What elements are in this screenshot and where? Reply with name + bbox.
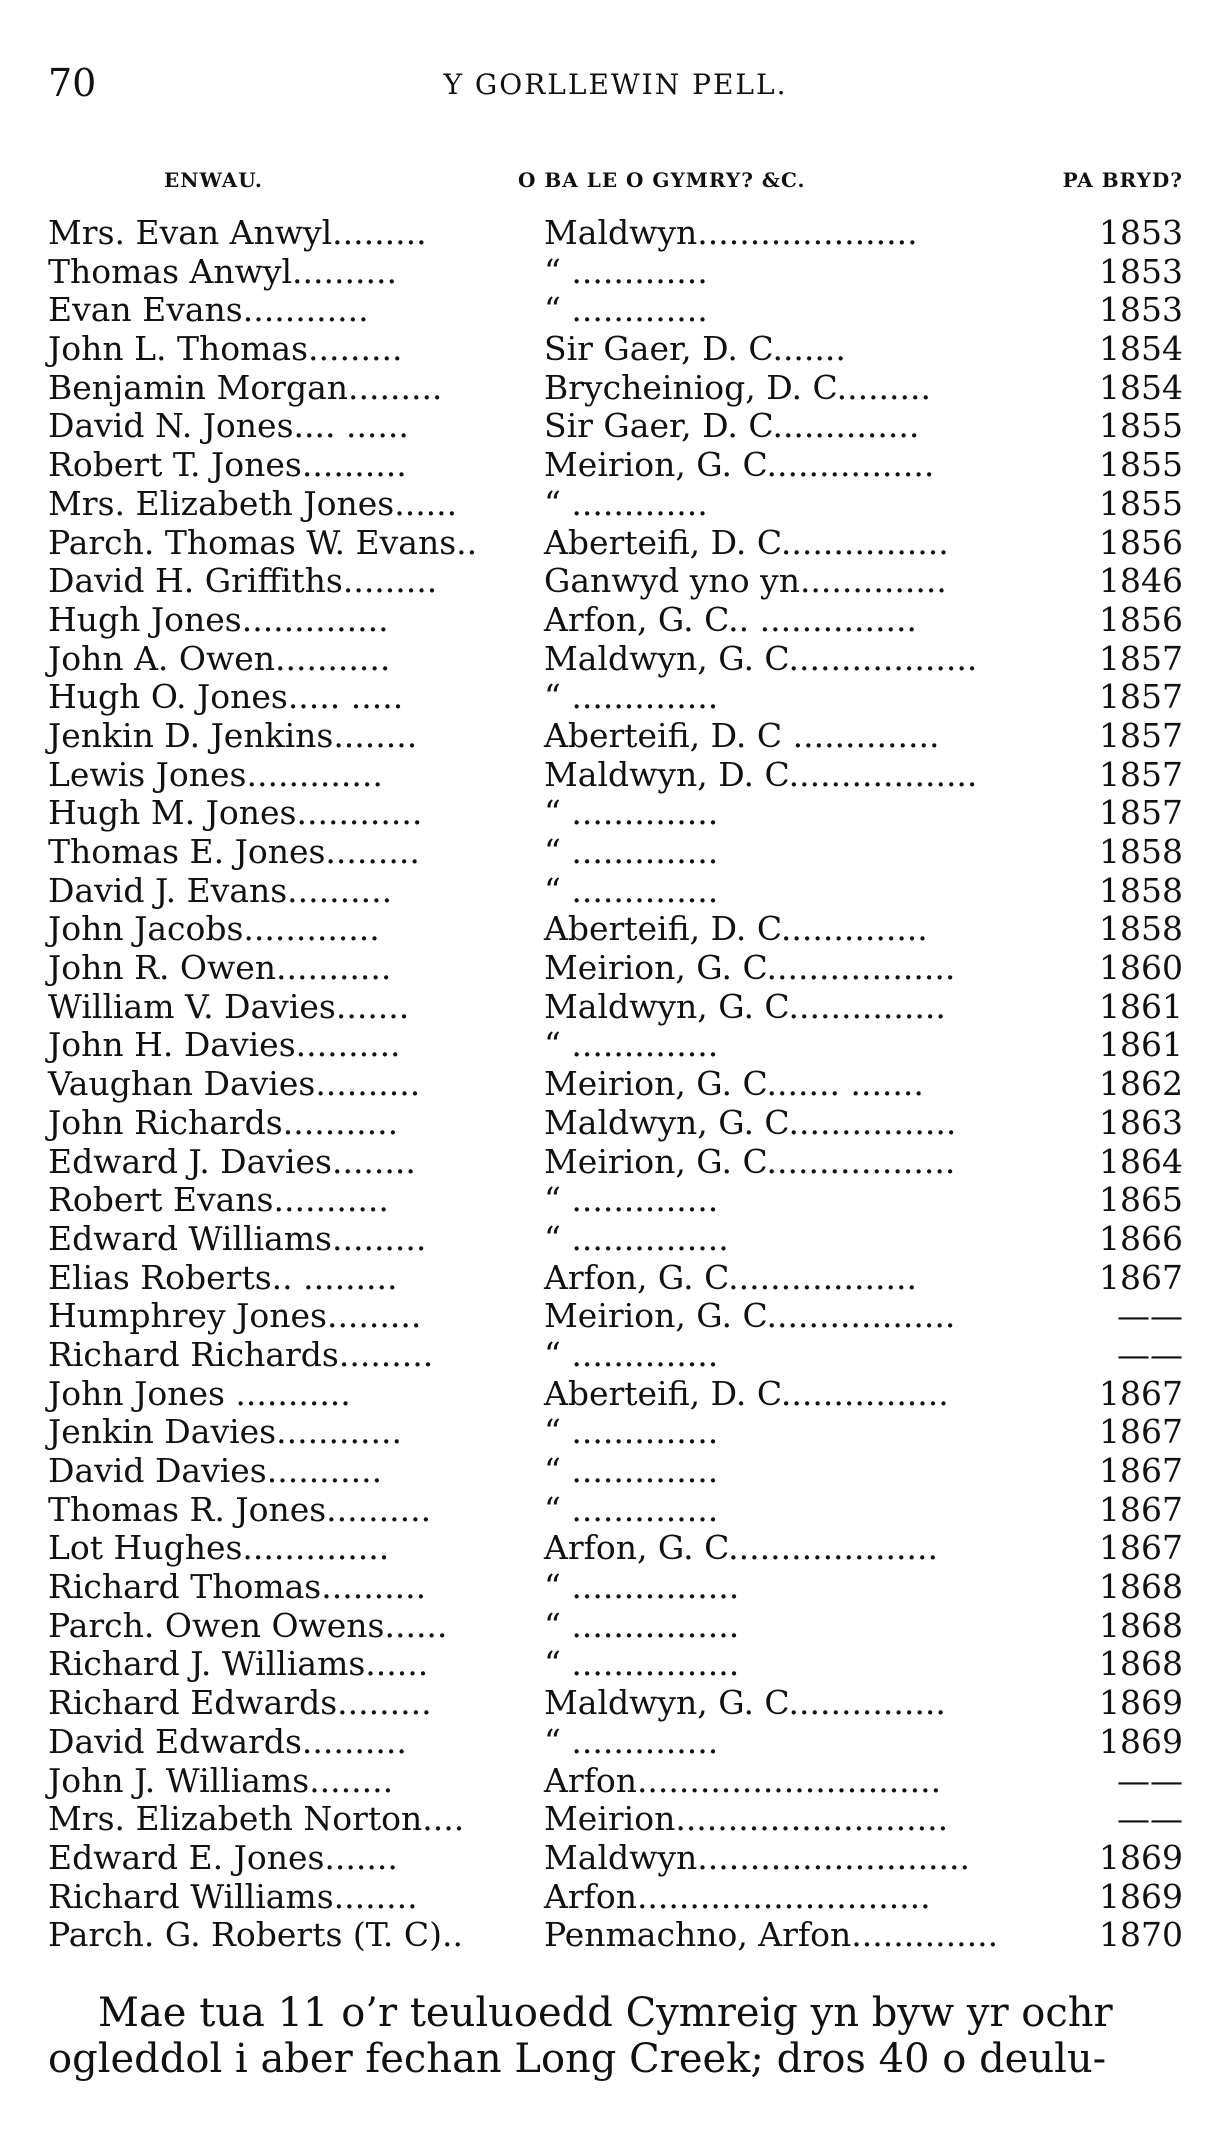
list-item (48, 1181, 1183, 1220)
list-item (48, 1259, 1183, 1298)
entry-origin: Maldwyn, G. C.................. (544, 638, 978, 678)
entry-year: 1867 (1099, 1412, 1183, 1452)
entry-name: Parch. Thomas W. Evans.. (48, 522, 478, 562)
entry-year: —— (1117, 1799, 1183, 1839)
entry-name: Lewis Jones............. (48, 754, 383, 794)
list-item (48, 1336, 1183, 1375)
entry-year: 1868 (1099, 1567, 1183, 1607)
list-item (48, 1491, 1183, 1530)
list-item (48, 214, 1183, 253)
entry-year: —— (1117, 1760, 1183, 1800)
entry-name: Humphrey Jones......... (48, 1296, 422, 1336)
entry-origin: Ganwyd yno yn.............. (544, 561, 947, 601)
entry-name: Hugh Jones.............. (48, 599, 389, 639)
entry-origin: Sir Gaer, D. C.............. (544, 406, 920, 446)
entry-origin: “ .............. (544, 677, 719, 717)
entry-name: Benjamin Morgan......... (48, 367, 443, 407)
entry-name: Mrs. Elizabeth Jones...... (48, 483, 458, 523)
entry-origin: “ .............. (544, 1451, 719, 1490)
entry-year: 1853 (1099, 290, 1183, 330)
entry-origin: “ .............. (544, 793, 719, 833)
entry-name: David H. Griffiths......... (48, 561, 438, 601)
list-item (48, 601, 1183, 640)
entry-year: 1855 (1099, 445, 1183, 485)
column-header-names: ENWAU. (164, 168, 263, 192)
entry-name: Richard Richards......... (48, 1334, 434, 1374)
paragraph-line: Mae tua 11 o’r teuluoedd Cymreig yn byw yr ochr (98, 1990, 1113, 2036)
list-item (48, 1375, 1183, 1414)
entry-year: 1846 (1099, 561, 1183, 601)
entry-origin: Sir Gaer, D. C....... (544, 329, 846, 369)
entry-name: David Edwards.......... (48, 1721, 407, 1761)
list-item (48, 369, 1183, 408)
entry-year: 1863 (1099, 1102, 1183, 1142)
entry-origin: Meirion, G. C.................. (544, 1141, 956, 1181)
entry-year: 1870 (1099, 1915, 1183, 1955)
entry-origin: “ .............. (544, 832, 719, 871)
entry-origin: “ .............. (544, 1334, 719, 1374)
entry-name: Edward J. Davies........ (48, 1141, 416, 1181)
entry-name: Lot Hughes.............. (48, 1528, 390, 1568)
entry-year: 1866 (1099, 1218, 1183, 1258)
entry-name: Richard Edwards......... (48, 1683, 432, 1723)
settler-list (48, 214, 1183, 1955)
entry-year: 1858 (1099, 909, 1183, 949)
entry-year: 1865 (1099, 1180, 1183, 1220)
entry-year: 1855 (1099, 483, 1183, 523)
entry-year: 1856 (1099, 522, 1183, 562)
entry-origin: “ .............. (544, 1412, 719, 1452)
entry-name: Thomas Anwyl.......... (48, 251, 397, 291)
list-item (48, 1684, 1183, 1723)
entry-year: 1869 (1099, 1837, 1183, 1877)
entry-year: 1856 (1099, 599, 1183, 639)
entry-origin: “ .............. (544, 870, 719, 910)
list-item (48, 1143, 1183, 1182)
list-item (48, 1452, 1183, 1491)
list-item (48, 872, 1183, 911)
list-item (48, 253, 1183, 292)
entry-year: 1857 (1099, 638, 1183, 678)
entry-name: William V. Davies....... (48, 986, 410, 1026)
list-item (48, 1723, 1183, 1762)
list-item (48, 524, 1183, 563)
page-header (48, 58, 1183, 108)
entry-year: 1862 (1099, 1064, 1183, 1104)
entry-name: Thomas R. Jones.......... (48, 1489, 432, 1529)
entry-year: 1858 (1099, 870, 1183, 910)
entry-origin: Aberteifi, D. C................ (544, 522, 949, 562)
entry-origin: Aberteifi, D. C .............. (544, 715, 940, 755)
entry-name: Jenkin Davies............ (48, 1412, 402, 1452)
entry-name: Richard Thomas.......... (48, 1567, 427, 1607)
entry-year: —— (1117, 1296, 1183, 1336)
running-title: Y GORLLEWIN PELL. (443, 68, 788, 101)
entry-name: John J. Williams........ (48, 1760, 394, 1800)
list-item (48, 1529, 1183, 1568)
entry-origin: Arfon, G. C.................. (544, 1257, 917, 1297)
entry-year: 1857 (1099, 754, 1183, 794)
entry-name: Hugh M. Jones............ (48, 793, 423, 833)
entry-year: 1869 (1099, 1683, 1183, 1723)
entry-name: Robert T. Jones.......... (48, 445, 407, 485)
entry-origin: Brycheiniog, D. C......... (544, 367, 932, 407)
list-item (48, 1878, 1183, 1917)
entry-year: 1860 (1099, 948, 1183, 988)
list-item (48, 1065, 1183, 1104)
entry-origin: Meirion, G. C....... ....... (544, 1064, 924, 1104)
entry-name: David J. Evans.......... (48, 870, 393, 910)
entry-year: 1869 (1099, 1876, 1183, 1916)
entry-name: David N. Jones.... ...... (48, 406, 409, 446)
entry-origin: Meirion.......................... (544, 1799, 949, 1839)
list-item (48, 1800, 1183, 1839)
entry-name: Mrs. Elizabeth Norton.... (48, 1799, 465, 1839)
list-item (48, 330, 1183, 369)
entry-year: 1861 (1099, 986, 1183, 1026)
entry-name: Thomas E. Jones......... (48, 832, 420, 871)
entry-origin: Maldwyn..................... (544, 213, 918, 252)
entry-origin: Arfon............................ (544, 1876, 931, 1916)
entry-origin: “ .............. (544, 1025, 719, 1065)
entry-origin: Aberteifi, D. C................ (544, 1373, 949, 1413)
list-item (48, 988, 1183, 1027)
entry-origin: “ ............. (544, 290, 708, 330)
entry-name: Evan Evans............ (48, 290, 369, 330)
entry-year: 1867 (1099, 1528, 1183, 1568)
entry-name: Robert Evans........... (48, 1180, 389, 1220)
entry-origin: Maldwyn, D. C.................. (544, 754, 978, 794)
entry-name: Parch. Owen Owens...... (48, 1605, 448, 1645)
entry-origin: Maldwyn.......................... (544, 1837, 971, 1877)
entry-origin: “ ................ (544, 1605, 740, 1645)
entry-origin: Arfon, G. C.. ............... (544, 599, 917, 639)
entry-origin: Maldwyn, G. C............... (544, 986, 946, 1026)
paragraph-line: ogleddol i aber fechan Long Creek; dros 40 o deulu- (48, 2036, 1107, 2082)
entry-origin: “ .............. (544, 1180, 719, 1220)
entry-origin: “ .............. (544, 1721, 719, 1761)
entry-year: 1854 (1099, 367, 1183, 407)
entry-name: Edward Williams......... (48, 1218, 427, 1258)
list-item (48, 756, 1183, 795)
entry-name: Elias Roberts.. ......... (48, 1257, 398, 1297)
entry-name: John Jones ........... (48, 1373, 351, 1413)
list-item (48, 1762, 1183, 1801)
list-item (48, 1645, 1183, 1684)
entry-name: John L. Thomas......... (48, 329, 403, 369)
list-item (48, 833, 1183, 872)
entry-origin: Maldwyn, G. C............... (544, 1683, 946, 1723)
entry-year: 1867 (1099, 1257, 1183, 1297)
entry-year: 1854 (1099, 329, 1183, 369)
list-item (48, 794, 1183, 833)
entry-name: Jenkin D. Jenkins........ (48, 715, 418, 755)
entry-year: 1857 (1099, 793, 1183, 833)
list-item (48, 1104, 1183, 1143)
list-item (48, 291, 1183, 330)
entry-origin: Maldwyn, G. C................ (544, 1102, 957, 1142)
column-header-year: PA BRYD? (1062, 168, 1183, 192)
entry-origin: Meirion, G. C................ (544, 445, 935, 485)
body-paragraph (48, 1990, 1183, 2082)
list-item (48, 562, 1183, 601)
entry-name: Parch. G. Roberts (T. C).. (48, 1915, 463, 1955)
entry-name: John R. Owen........... (48, 948, 392, 988)
entry-year: 1868 (1099, 1605, 1183, 1645)
list-item (48, 1026, 1183, 1065)
entry-origin: “ ............. (544, 483, 708, 523)
entry-name: John Richards........... (48, 1102, 399, 1142)
entry-year: 1864 (1099, 1141, 1183, 1181)
entry-year: —— (1117, 1334, 1183, 1374)
list-item (48, 407, 1183, 446)
list-item (48, 446, 1183, 485)
entry-origin: “ ............. (544, 251, 708, 291)
page-number: 70 (48, 61, 97, 105)
entry-origin: “ ................ (544, 1567, 740, 1607)
list-item (48, 910, 1183, 949)
entry-origin: “ ................ (544, 1644, 740, 1684)
list-item (48, 717, 1183, 756)
entry-year: 1853 (1099, 251, 1183, 291)
entry-name: John H. Davies.......... (48, 1025, 401, 1065)
column-headers (48, 162, 1183, 198)
entry-name: Vaughan Davies.......... (48, 1064, 421, 1104)
entry-name: Mrs. Evan Anwyl......... (48, 213, 427, 252)
list-item (48, 1220, 1183, 1259)
entry-year: 1858 (1099, 832, 1183, 871)
list-item (48, 485, 1183, 524)
entry-year: 1867 (1099, 1451, 1183, 1490)
entry-origin: “ ............... (544, 1218, 729, 1258)
entry-name: Richard Williams........ (48, 1876, 418, 1916)
entry-year: 1868 (1099, 1644, 1183, 1684)
entry-year: 1857 (1099, 715, 1183, 755)
list-item (48, 678, 1183, 717)
entry-year: 1867 (1099, 1489, 1183, 1529)
list-item (48, 1413, 1183, 1452)
entry-year: 1867 (1099, 1373, 1183, 1413)
list-item (48, 1839, 1183, 1878)
list-item (48, 949, 1183, 988)
entry-year: 1853 (1099, 213, 1183, 252)
entry-name: John Jacobs............. (48, 909, 380, 949)
entry-origin: Meirion, G. C.................. (544, 1296, 956, 1336)
entry-name: Edward E. Jones....... (48, 1837, 398, 1877)
list-item (48, 1297, 1183, 1336)
list-item (48, 1916, 1183, 1955)
list-item (48, 640, 1183, 679)
entry-year: 1861 (1099, 1025, 1183, 1065)
entry-name: Richard J. Williams...... (48, 1644, 429, 1684)
entry-origin: Meirion, G. C.................. (544, 948, 956, 988)
list-item (48, 1568, 1183, 1607)
entry-year: 1857 (1099, 677, 1183, 717)
entry-year: 1855 (1099, 406, 1183, 446)
entry-name: David Davies........... (48, 1451, 383, 1490)
entry-origin: Arfon............................. (544, 1760, 942, 1800)
entry-origin: Penmachno, Arfon.............. (544, 1915, 999, 1955)
entry-origin: “ .............. (544, 1489, 719, 1529)
list-item (48, 1607, 1183, 1646)
column-header-origin: O BA LE O GYMRY? &C. (518, 168, 806, 192)
entry-origin: Aberteifi, D. C.............. (544, 909, 928, 949)
entry-name: John A. Owen........... (48, 638, 391, 678)
entry-name: Hugh O. Jones..... ..... (48, 677, 404, 717)
entry-year: 1869 (1099, 1721, 1183, 1761)
entry-origin: Arfon, G. C.................... (544, 1528, 938, 1568)
